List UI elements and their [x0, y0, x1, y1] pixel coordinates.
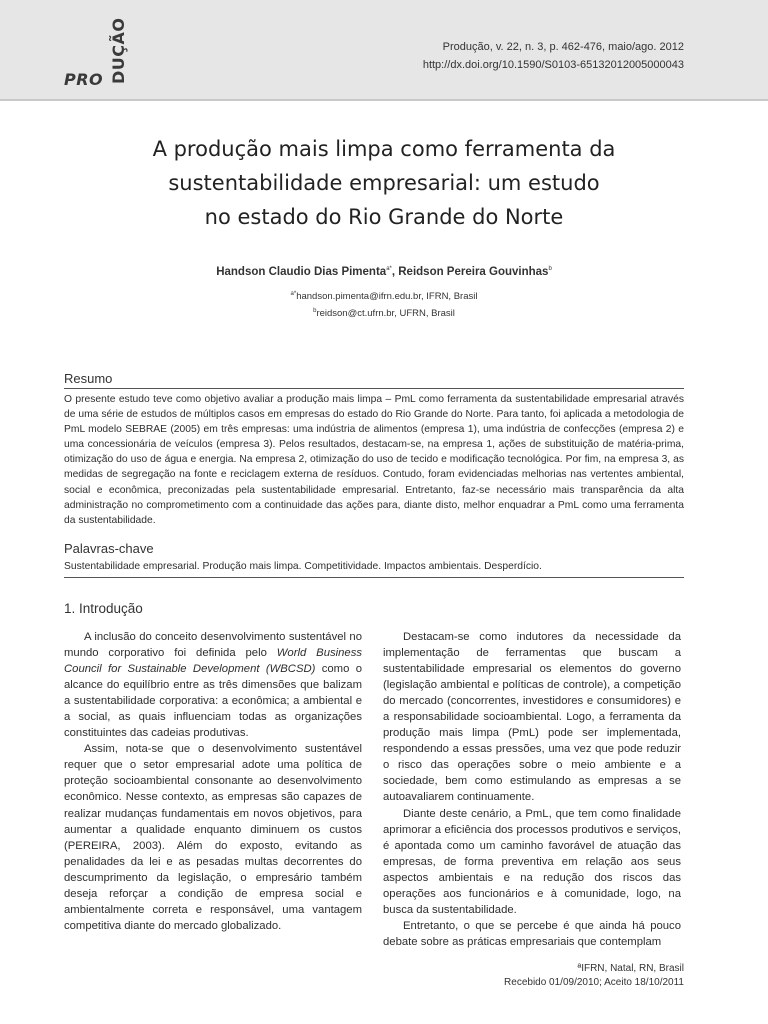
resumo-heading: Resumo — [64, 371, 113, 386]
keywords-rule — [64, 577, 684, 578]
body-column-right — [383, 629, 681, 950]
author-name: Reidson Pereira Gouvinhas — [398, 266, 549, 278]
author-separator: , — [391, 266, 399, 278]
author-list — [90, 266, 678, 278]
keywords-heading: Palavras-chave — [64, 541, 154, 556]
author-superscript: b — [548, 266, 552, 273]
journal-logo — [62, 14, 132, 90]
affiliation-email[interactable]: handson.pimenta@ifrn.edu.br, IFRN, Brasil — [296, 291, 478, 303]
logo-pro-text: PRO — [64, 70, 104, 89]
resumo-rule — [64, 388, 684, 389]
journal-header — [0, 0, 768, 101]
keywords-text: Sustentabilidade empresarial. Produção mais limpa. Competitividade. Impactos ambientais. Desperdício. — [64, 561, 542, 572]
affiliation-line — [90, 304, 678, 321]
affiliation-email[interactable]: reidson@ct.ufrn.br, UFRN, Brasil — [316, 308, 455, 320]
resumo-text: O presente estudo teve como objetivo avaliar a produção mais limpa – PmL como ferramenta da sustentabilidade empresarial através de uma série de estudos de múltiplos casos em empresas do estado do Rio Grande do Norte. Para tanto, foi aplicada a metodologia de PmL modelo SEBRAE (2005) em três empresas: uma indústria de alimentos (empresa 1), uma indústria de confecções (empresa 2) e uma concessionária de veículos (empresa 3). Pelos resultados, destacam-se, na empresa 1, ações de substituição de matéria-prima, otimização do uso de água e energia. Na empresa 2, otimização do uso de tecido e modificação tecnológica. Por fim, na empresa 3, as medidas de segregação na fonte e reciclagem externa de resíduos. Contudo, foram evidenciadas melhorias nas vertentes ambiental, social e econômica, preconizadas pela sustentabilidade empresarial. Entretanto, faz-se necessário mais transparência da alta administração no comprometimento com a continuidade das ações para, diante disto, melhor enquadrar a PmL como uma ferramenta da sustentabilidade. — [64, 394, 684, 526]
paragraph-text: como o alcance do equilíbrio entre as três dimensões que balizam a sustentabilidade corporativa: a econômica; a ambiental e a social, as quais influenciam todas as organizações constituintes das cadeias produtivas. — [64, 663, 362, 740]
title-line-2: sustentabilidade empresarial: um estudo — [168, 171, 600, 195]
paragraph-italic-text: World Business Council for Sustainable Development (WBCSD) — [64, 647, 362, 676]
doi-link[interactable]: http://dx.doi.org/10.1590/S0103-65132012005000043 — [422, 59, 684, 71]
body-paragraph: Assim, nota-se que o desenvolvimento sustentável requer que o setor empresarial adote uma política de proteção socioambiental consonante ao desenvolvimento econômico. Nesse contexto, as empresas são capazes de realizar mudanças fundamentais em novos objetivos, para aumentar a qualidade enquanto diminuem os custos (PEREIRA, 2003). Além do exposto, evitando as penalidades da lei e as pesadas multas decorrentes do descumprimento da legislação, o empresário também deseja reforçar a condição de empresa social e ambientalmente correta e responsável, uma vantagem competitiva diante do mercado globalizado. — [64, 743, 362, 932]
footnote — [504, 962, 684, 990]
footnote-dates: Recebido 01/09/2010; Aceito 18/10/2011 — [504, 977, 684, 988]
body-paragraph — [64, 629, 362, 741]
body-paragraph: Destacam-se como indutores da necessidade da implementação de ferramentas que buscam a sustentabilidade empresarial os elementos do governo (legislação ambiental e políticas de controle), a competição do mercado (concorrentes, investidores e consumidores) e a responsabilidade socioambiental. Logo, a ferramenta da produção mais limpa (PmL) pode ser implementada, respondendo a essas pressões, uma vez que pode reduzir o risco das operações sobre o meio ambiente e a sociedade, bem como estimulando as empresas a se autoavaliarem continuamente. — [383, 631, 681, 804]
section-heading-introduction: 1. Introdução — [64, 601, 143, 616]
affiliations — [90, 287, 678, 321]
author-superscript: a* — [386, 266, 392, 273]
affiliation-superscript: b — [313, 308, 317, 315]
affiliation-line — [90, 287, 678, 304]
title-line-3: no estado do Rio Grande do Norte — [204, 205, 564, 229]
citation-line: Produção, v. 22, n. 3, p. 462-476, maio/ago. 2012 — [442, 41, 684, 53]
body-paragraph: Diante deste cenário, a PmL, que tem como finalidade aprimorar a eficiência dos processos produtivos e serviços, é apontada como um caminho favorável de atuação das empresas, de forma preventiva em relação aos seus aspectos ambientais e na redução dos riscos das operações aos funcionários e à comunidade, logo, na busca da sustentabilidade. — [383, 807, 681, 916]
footnote-affiliation: ªIFRN, Natal, RN, Brasil — [577, 963, 684, 974]
logo-ducao-text: DUÇÃO — [109, 17, 128, 84]
author-name: Handson Claudio Dias Pimenta — [216, 266, 387, 278]
paragraph-text: A inclusão do conceito desenvolvimento sustentável no mundo corporativo foi definida pelo — [64, 631, 362, 660]
citation-block — [423, 38, 684, 74]
paper-title — [90, 132, 678, 234]
title-line-1: A produção mais limpa como ferramenta da — [152, 137, 616, 161]
body-column-left — [64, 629, 362, 934]
body-paragraph: Entretanto, o que se percebe é que ainda há pouco debate sobre as práticas empresariais que contemplam — [383, 919, 681, 948]
affiliation-superscript: a* — [290, 291, 297, 297]
